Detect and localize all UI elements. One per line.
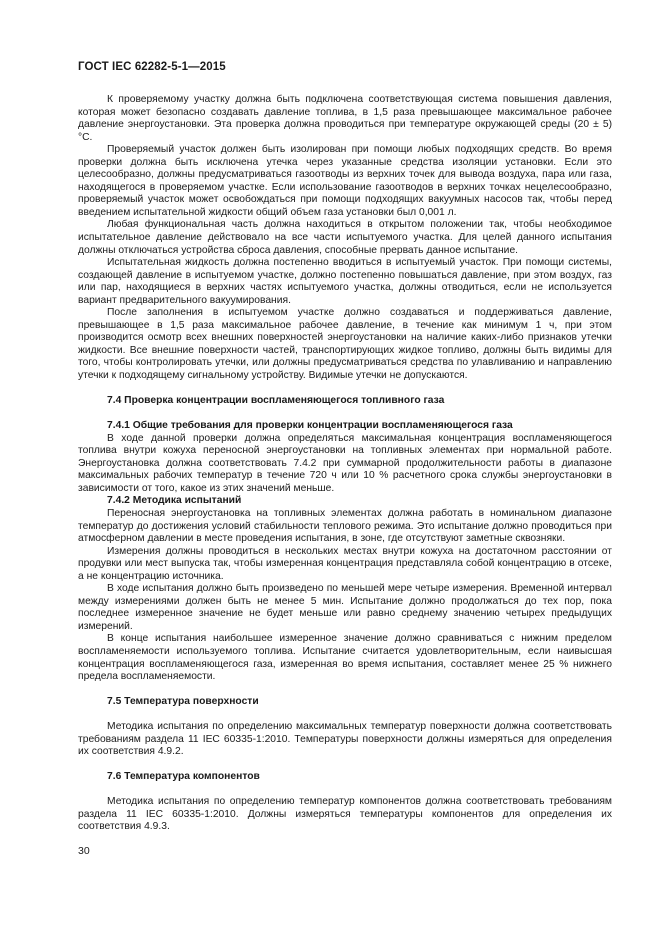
- paragraph: В ходе испытания должно быть произведено по меньшей мере четыре измерения. Временной интервал между измерениями должен быть не менее 5 мин. Испытание должно продолжаться до тех пор, пока последнее измеренное значение не будет меньше или равно среднему значению четырех предыдущих измерений.: [78, 583, 612, 632]
- paragraph: После заполнения в испытуемом участке должно создаваться и поддерживаться давление, превышающее в 1,5 раза максимальное рабочее давление, в течение как минимум 1 ч, при этом производится осмотр всех внешних поверхностей энергоустановки на наличие каких-либо признаков утечки жидкости. Все внешние поверхности частей, транспортирующих жидкое топливо, должны быть видимы для того, чтобы контролировать утечки, или должны предусматриваться средства по улавливанию и направлению утечки к подходящему сигнальному устройству. Видимые утечки не допускаются.: [78, 307, 612, 382]
- section-heading-7-4: 7.4 Проверка концентрации воспламеняющегося топливного газа: [107, 395, 445, 407]
- paragraph: К проверяемому участку должна быть подключена соответствующая система повышения давления, которая может безопасно создавать давление топлива, в 1,5 раза превышающее максимальное рабочее давление энергоустановки. Эта проверка должна проводиться при температуре окружающей среды (20 ± 5) °С.: [78, 94, 612, 143]
- paragraph: Любая функциональная часть должна находиться в открытом положении так, чтобы необходимое испытательное давление действовало на все части испытуемого участка. Для целей данного испытания должны отключаться устройства сброса давления, способные прервать данное испытание.: [78, 219, 612, 256]
- paragraph: Испытательная жидкость должна постепенно вводиться в испытуемый участок. При помощи системы, создающей давление в испытуемом участке, должно постепенно повышаться давление, при этом воздух, газ или пар, находящиеся в верхних частях испытуемого участка, должны отводиться, если не используется вариант предварительного вакуумирования.: [78, 257, 612, 306]
- paragraph: Переносная энергоустановка на топливных элементах должна работать в номинальном диапазоне температур до достижения условий стабильности теплового режима. Это испытание должно проводиться при атмосферном давлении в месте проведения испытания, в зоне, где отсутствуют заметные сквозняки.: [78, 507, 612, 545]
- section-heading-7-4-2: 7.4.2 Методика испытаний: [107, 495, 242, 507]
- paragraph: Методика испытания по определению максимальных температур поверхности должна соответствовать требованиям раздела 11 IEC 60335-1:2010. Температуры поверхности должны измеряться для определения их соответствия 4.9.2.: [78, 721, 612, 758]
- document-header: ГОСТ IEC 62282-5-1—2015: [78, 61, 226, 73]
- paragraph: Измерения должны проводиться в нескольких местах внутри кожуха на достаточном расстоянии от продувки или мест выпуска так, чтобы измеренная концентрация представляла собой концентрацию в отсеке, а не концентрацию источника.: [78, 545, 612, 582]
- paragraph: В конце испытания наибольшее измеренное значение должно сравниваться с нижним пределом воспламеняемости используемого топлива. Испытание считается удовлетворительным, если наивысшая концентрация воспламеняющегося газа, измеренная во время испытания, составляет менее 25 % нижнего предела воспламеняемости.: [78, 633, 612, 683]
- section-heading-7-4-1: 7.4.1 Общие требования для проверки концентрации воспламеняющегося газа: [107, 420, 513, 432]
- paragraph: Проверяемый участок должен быть изолирован при помощи любых подходящих средств. Во время проверки должна быть исключена утечка через указанные средства изоляции установки. Если это целесообразно, должны предусматриваться газоотводы из верхних точек для вывода воздуха, пара или газа, находящегося в проверяемом участке. Если использование газоотводов в верхних точках нецелесообразно, проверяемый участок может освобождаться при помощи подходящих вакуумных насосов так, чтобы перед введением испытательной жидкости общий объем газа установки был 0,001 л.: [78, 144, 612, 218]
- section-heading-7-6: 7.6 Температура компонентов: [107, 771, 260, 783]
- page-number: 30: [78, 845, 90, 857]
- paragraph: Методика испытания по определению температур компонентов должна соответствовать требованиям раздела 11 IEC 60335-1:2010. Должны измеряться температуры компонентов для определения их соответствия 4.9.3.: [78, 796, 612, 833]
- paragraph: В ходе данной проверки должна определяться максимальная концентрация воспламеняющегося топлива внутри кожуха переносной энергоустановки на топливных элементах при нормальной работе. Энергоустановка должна соответствовать 7.4.2 при суммарной продолжительности работы в диапазоне максимальных рабочих температур в течение 720 ч или 10 % расчетного срока службы энергоустановки в зависимости от того, какое из этих значений меньше.: [78, 432, 612, 494]
- section-heading-7-5: 7.5 Температура поверхности: [107, 696, 259, 708]
- document-body: [78, 94, 612, 834]
